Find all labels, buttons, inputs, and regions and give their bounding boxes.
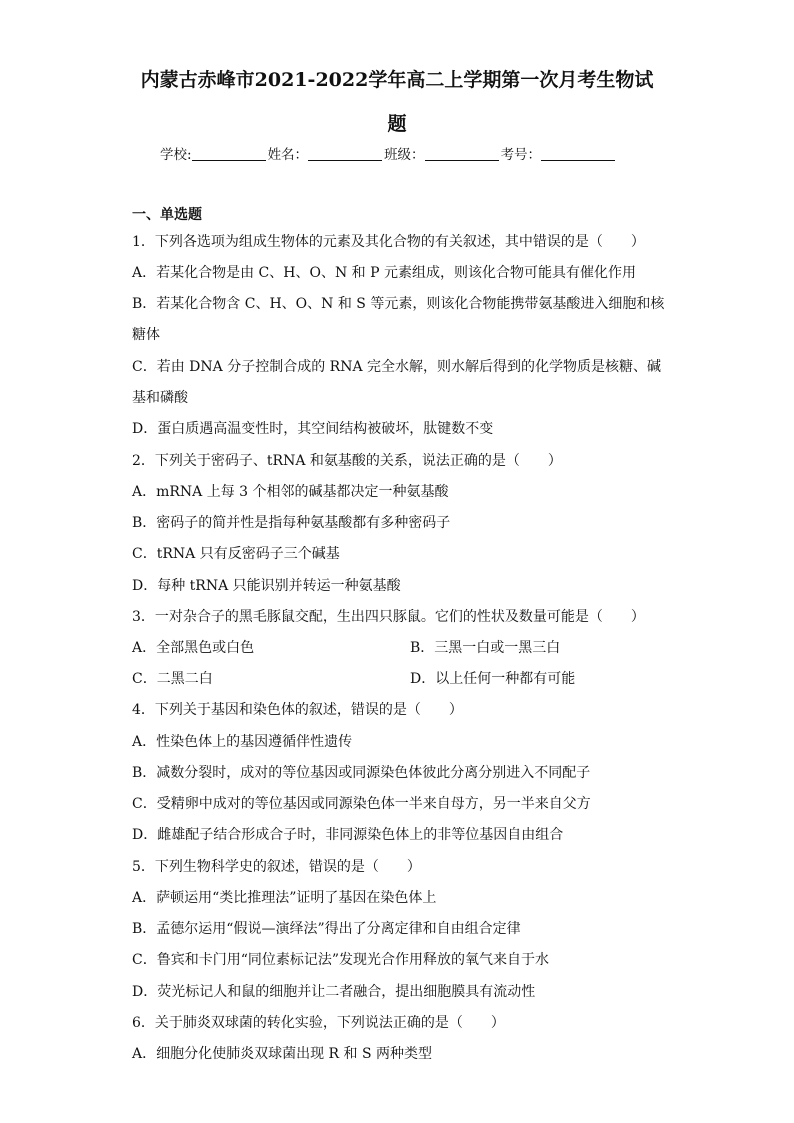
school-label: 学校:	[160, 147, 192, 163]
q3-option-d: D．以上任何一种都有可能	[410, 671, 576, 687]
q1-option-c: C．若由 DNA 分子控制合成的 RNA 完全水解，则水解后得到的化学物质是核糖、碱	[132, 359, 661, 375]
q1-stem: 1．下列各选项为组成生物体的元素及其化合物的有关叙述，其中错误的是（ ）	[132, 234, 645, 250]
exam-title-line1: 内蒙古赤峰市2021-2022学年高二上学期第一次月考生物试	[140, 69, 654, 91]
q3-option-b: B．三黑一白或一黑三白	[410, 640, 561, 656]
q2-option-c: C．tRNA 只有反密码子三个碱基	[132, 546, 340, 562]
q1-option-c-cont: 基和磷酸	[132, 390, 188, 406]
q6-option-a: A．细胞分化使肺炎双球菌出现 R 和 S 两种类型	[132, 1046, 433, 1062]
number-blank[interactable]	[541, 146, 615, 161]
class-blank[interactable]	[425, 146, 499, 161]
name-blank[interactable]	[308, 146, 382, 161]
student-info-row	[160, 145, 660, 165]
q2-option-d: D．每种 tRNA 只能识别并转运一种氨基酸	[132, 578, 401, 594]
exam-title-line2: 题	[387, 113, 407, 135]
q4-option-a: A．性染色体上的基因遵循伴性遗传	[132, 734, 353, 750]
number-label: 考号：	[500, 147, 542, 163]
q3-option-c: C．二黑二白	[132, 671, 213, 687]
q5-stem: 5．下列生物科学史的叙述，错误的是（ ）	[132, 859, 421, 875]
q3-stem: 3．一对杂合子的黑毛豚鼠交配，生出四只豚鼠。它们的性状及数量可能是（ ）	[132, 609, 645, 625]
q4-stem: 4．下列关于基因和染色体的叙述，错误的是（ ）	[132, 702, 463, 718]
q5-option-c: C．鲁宾和卡门用“同位素标记法”发现光合作用释放的氧气来自于水	[132, 952, 550, 968]
q4-option-b: B．减数分裂时，成对的等位基因或同源染色体彼此分离分别进入不同配子	[132, 765, 591, 781]
q5-option-b: B．孟德尔运用“假说—演绎法”得出了分离定律和自由组合定律	[132, 921, 521, 937]
q1-option-b-cont: 糖体	[132, 327, 160, 343]
q1-option-d: D．蛋白质遇高温变性时，其空间结构被破坏，肽键数不变	[132, 421, 494, 437]
school-blank[interactable]	[192, 146, 266, 161]
q1-option-b: B．若某化合物含 C、H、O、N 和 S 等元素，则该化合物能携带氨基酸进入细胞和核	[132, 296, 665, 312]
class-label: 班级：	[384, 147, 425, 163]
section-heading: 一、单选题	[132, 207, 202, 223]
q5-option-a: A．萨顿运用“类比推理法”证明了基因在染色体上	[132, 890, 437, 906]
q3-option-a: A．全部黑色或白色	[132, 640, 255, 656]
q2-option-b: B．密码子的简并性是指每种氨基酸都有多种密码子	[132, 515, 451, 531]
q5-option-d: D．荧光标记人和鼠的细胞并让二者融合，提出细胞膜具有流动性	[132, 984, 536, 1000]
q1-option-a: A．若某化合物是由 C、H、O、N 和 P 元素组成，则该化合物可能具有催化作用	[132, 265, 636, 281]
q4-option-c: C．受精卵中成对的等位基因或同源染色体一半来自母方，另一半来自父方	[132, 796, 591, 812]
q2-stem: 2．下列关于密码子、tRNA 和氨基酸的关系，说法正确的是（ ）	[132, 453, 562, 469]
q6-stem: 6．关于肺炎双球菌的转化实验，下列说法正确的是（ ）	[132, 1015, 505, 1031]
name-label: 姓名：	[267, 147, 309, 163]
q2-option-a: A．mRNA 上每 3 个相邻的碱基都决定一种氨基酸	[132, 484, 449, 500]
q4-option-d: D．雌雄配子结合形成合子时，非同源染色体上的非等位基因自由组合	[132, 827, 564, 843]
